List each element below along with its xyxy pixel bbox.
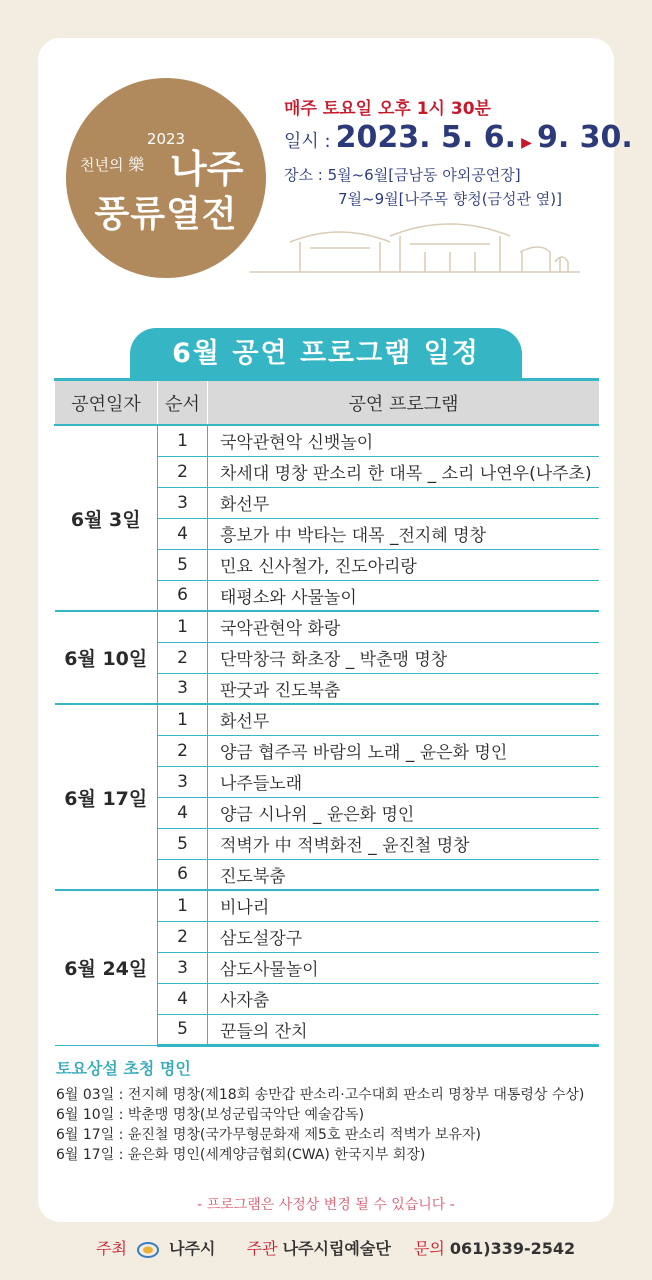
order-cell: 4 [158, 983, 208, 1014]
table-row [55, 704, 600, 735]
order-cell: 1 [158, 890, 208, 921]
program-cell: 삼도사물놀이 [208, 952, 600, 983]
program-cell: 태평소와 사물놀이 [208, 580, 600, 611]
order-cell: 4 [158, 518, 208, 549]
date-cell: 6월 17일 [55, 704, 158, 890]
program-cell: 꾼들의 잔치 [208, 1014, 600, 1045]
festival-badge [66, 78, 266, 278]
hanok-building-illustration [250, 212, 580, 282]
program-cell: 화선무 [208, 487, 600, 518]
order-cell: 6 [158, 580, 208, 611]
host-label: 주최 [96, 1239, 127, 1258]
guest-section [56, 1056, 584, 1165]
program-cell: 국악관현악 화랑 [208, 611, 600, 642]
date-cell: 6월 3일 [55, 425, 158, 611]
order-cell: 2 [158, 921, 208, 952]
order-cell: 4 [158, 797, 208, 828]
contact-label: 문의 [413, 1239, 445, 1258]
order-cell: 2 [158, 642, 208, 673]
date-line: 일시 : 2023. 5. 6. ▶ 9. 30. [284, 120, 633, 155]
program-cell: 판굿과 진도북춤 [208, 673, 600, 704]
program-cell: 화선무 [208, 704, 600, 735]
date-cell: 6월 24일 [55, 890, 158, 1045]
arrow-icon: ▶ [521, 135, 532, 151]
program-cell: 진도북춤 [208, 859, 600, 890]
guest-line: 6월 03일 : 전지혜 명창(제18회 송만갑 판소리·고수대회 판소리 명창부 대통령상 수상) [56, 1087, 585, 1103]
order-cell: 5 [158, 1014, 208, 1045]
order-cell: 3 [158, 766, 208, 797]
date-end: 9. 30. [536, 120, 633, 155]
guest-line: 6월 10일 : 박춘맹 명창(보성군립국악단 예술감독) [56, 1107, 365, 1123]
order-cell: 2 [158, 735, 208, 766]
schedule-table [54, 381, 599, 1047]
program-cell: 비나리 [208, 890, 600, 921]
date-cell: 6월 10일 [55, 611, 158, 704]
guest-heading: 토요상설 초청 명인 [56, 1059, 191, 1078]
program-cell: 차세대 명창 판소리 한 대목 _ 소리 나연우(나주초) [208, 456, 600, 487]
program-cell: 단막창극 화초장 _ 박춘맹 명창 [208, 642, 600, 673]
table-row [55, 890, 600, 921]
order-cell: 1 [158, 425, 208, 456]
header-date: 공연일자 [55, 381, 158, 425]
program-cell: 양금 협주곡 바람의 노래 _ 윤은화 명인 [208, 735, 600, 766]
place-line-1: 장소 : 5월~6월[금남동 야외공연장] [284, 166, 521, 184]
order-cell: 5 [158, 828, 208, 859]
program-cell: 양금 시나위 _ 윤은화 명인 [208, 797, 600, 828]
program-cell: 흥보가 中 박타는 대목 _전지혜 명창 [208, 518, 600, 549]
guest-line: 6월 17일 : 윤진철 명창(국가무형문화재 제5호 판소리 적벽가 보유자) [56, 1127, 481, 1143]
guest-line: 6월 17일 : 윤은화 명인(세계양금협회(CWA) 한국지부 회장) [56, 1147, 426, 1163]
order-cell: 1 [158, 611, 208, 642]
event-info [284, 94, 633, 208]
change-notice: - 프로그램은 사정상 변경 될 수 있습니다 - [197, 1197, 455, 1213]
order-cell: 3 [158, 673, 208, 704]
badge-title-pungryu: 풍류열전 [94, 194, 238, 235]
table-header-row [55, 381, 600, 425]
table-row [55, 611, 600, 642]
program-cell: 민요 신사철가, 진도아리랑 [208, 549, 600, 580]
badge-year: 2023 [146, 130, 186, 148]
page-title: 6월 공연 프로그램 일정 [130, 328, 522, 380]
table-row [55, 425, 600, 456]
contact-number: 061)339-2542 [449, 1239, 576, 1258]
badge-subtitle: 천년의 樂 [80, 155, 145, 174]
host-name: 나주시 [169, 1239, 216, 1258]
program-cell: 사자춤 [208, 983, 600, 1014]
order-cell: 1 [158, 704, 208, 735]
place-line-2: 7월~9월[나주목 향청(금성관 옆)] [338, 190, 562, 208]
schedule-line: 매주 토요일 오후 1시 30분 [284, 99, 491, 119]
footer [96, 1236, 575, 1259]
badge-title-naju: 나주 [170, 147, 244, 191]
order-cell: 3 [158, 487, 208, 518]
header-program: 공연 프로그램 [208, 381, 600, 425]
naju-logo-icon [136, 1241, 160, 1259]
org-label: 주관 [246, 1239, 278, 1258]
program-cell: 국악관현악 신뱃놀이 [208, 425, 600, 456]
order-cell: 2 [158, 456, 208, 487]
header-order: 순서 [158, 381, 208, 425]
program-cell: 나주들노래 [208, 766, 600, 797]
org-name: 나주시립예술단 [282, 1239, 391, 1258]
program-cell: 적벽가 中 적벽화전 _ 윤진철 명창 [208, 828, 600, 859]
order-cell: 3 [158, 952, 208, 983]
program-cell: 삼도설장구 [208, 921, 600, 952]
date-start: 2023. 5. 6. [335, 120, 516, 155]
order-cell: 6 [158, 859, 208, 890]
order-cell: 5 [158, 549, 208, 580]
